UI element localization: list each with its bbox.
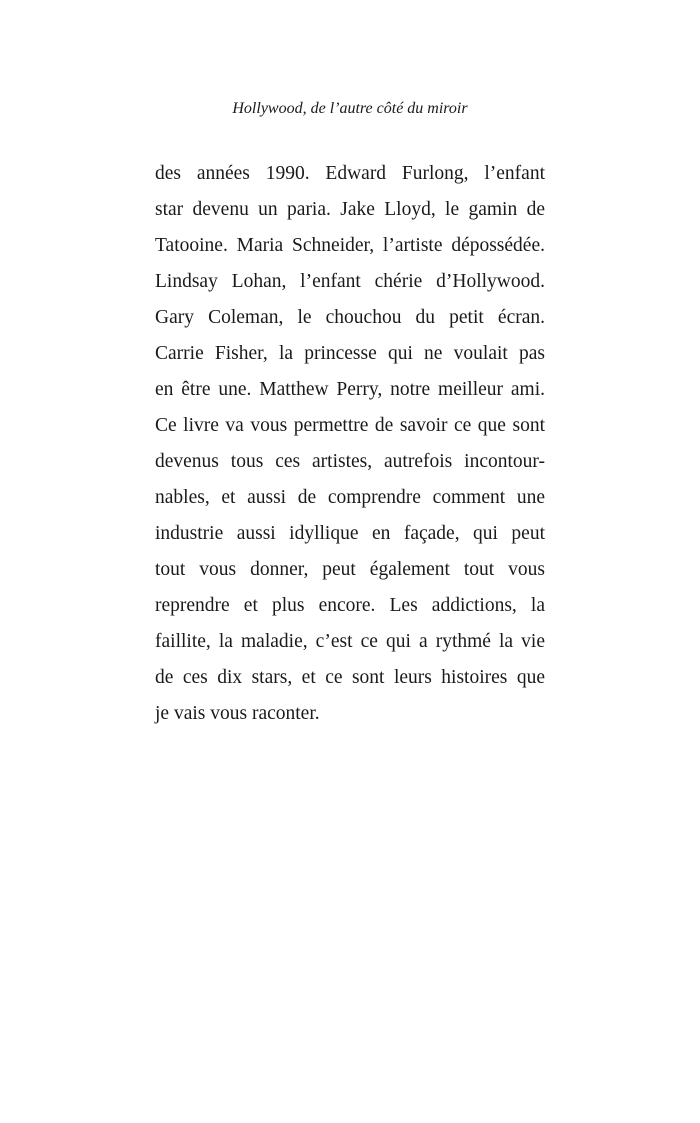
text-line: Ce livre va vous permettre de savoir ce que sont: [155, 415, 545, 436]
text-line: faillite, la maladie, c’est ce qui a rythmé la vie: [155, 631, 545, 652]
text-line: de ces dix stars, et ce sont leurs histoires que: [155, 667, 545, 688]
text-line: en être une. Matthew Perry, notre meilleur ami.: [155, 379, 545, 400]
text-line: star devenu un paria. Jake Lloyd, le gamin de: [155, 199, 545, 220]
text-line: tout vous donner, peut également tout vous: [155, 559, 545, 580]
text-line: Lindsay Lohan, l’enfant chérie d’Hollywood.: [155, 271, 545, 292]
running-header: Hollywood, de l’autre côté du miroir: [232, 100, 468, 117]
text-line: reprendre et plus encore. Les addictions, la: [155, 595, 545, 616]
text-line: des années 1990. Edward Furlong, l’enfant: [155, 163, 545, 184]
text-line: devenus tous ces artistes, autrefois incontour-: [155, 451, 545, 472]
text-line: Carrie Fisher, la princesse qui ne voulait pas: [155, 343, 545, 364]
text-line: industrie aussi idyllique en façade, qui peut: [155, 523, 545, 544]
text-line: Tatooine. Maria Schneider, l’artiste dépossédée.: [155, 235, 545, 256]
text-line: Gary Coleman, le chouchou du petit écran.: [155, 307, 545, 328]
text-line: je vais vous raconter.: [155, 703, 320, 724]
text-line: nables, et aussi de comprendre comment une: [155, 487, 545, 508]
body-text: [155, 156, 545, 732]
